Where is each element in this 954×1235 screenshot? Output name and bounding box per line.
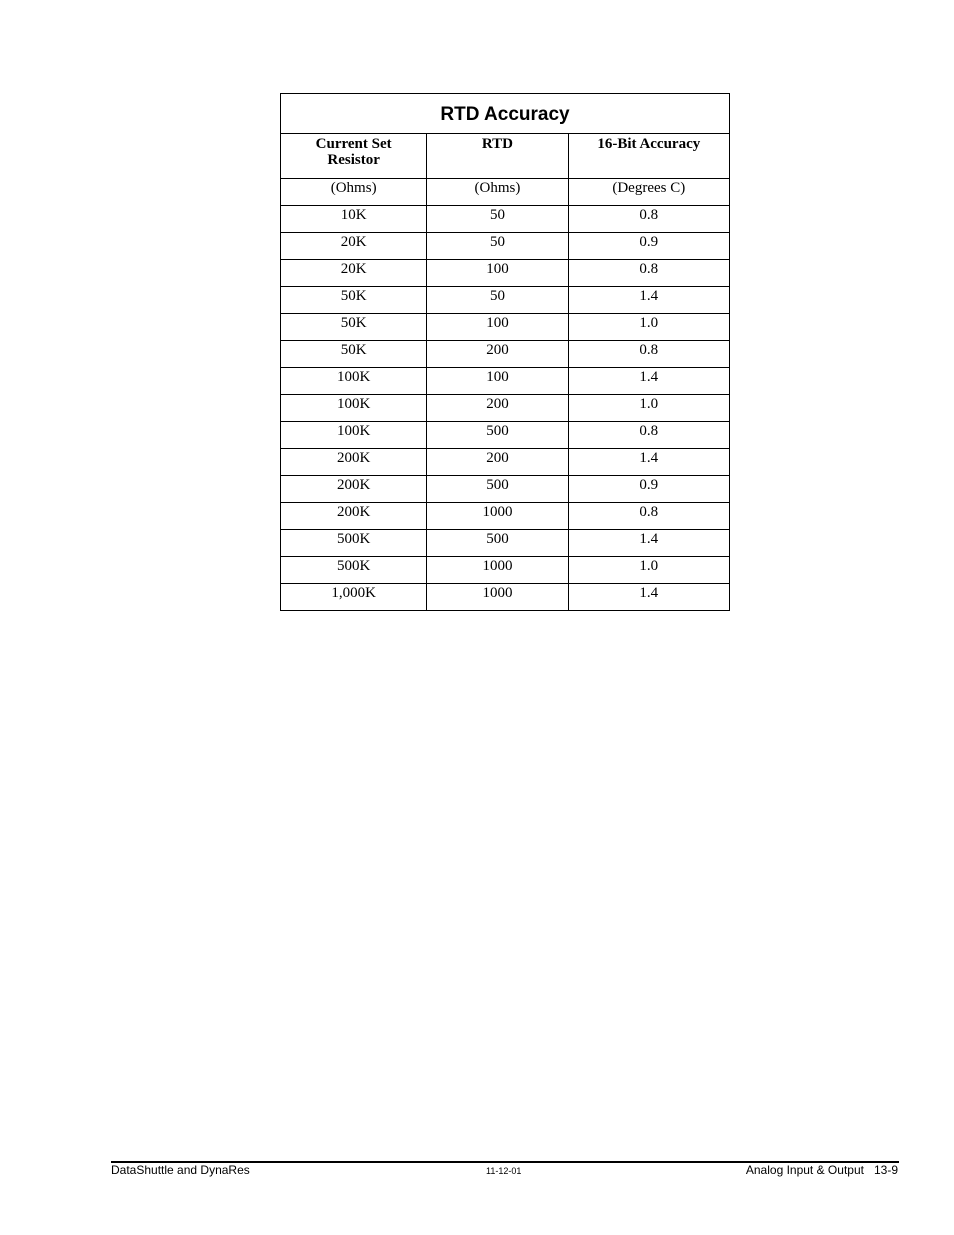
rtd-accuracy-table	[280, 93, 730, 611]
resistor-cell: 100K	[281, 368, 427, 395]
accuracy-cell: 0.8	[568, 503, 729, 530]
accuracy-cell: 1.4	[568, 584, 729, 611]
table-row	[281, 530, 730, 557]
table-row	[281, 314, 730, 341]
accuracy-cell: 1.4	[568, 368, 729, 395]
table-row	[281, 584, 730, 611]
page-number: 13-9	[873, 1163, 898, 1177]
column-header-label: Current Set Resistor	[315, 136, 392, 168]
resistor-cell: 50K	[281, 287, 427, 314]
resistor-cell: 200K	[281, 476, 427, 503]
resistor-cell: 100K	[281, 422, 427, 449]
accuracy-cell: 0.8	[568, 341, 729, 368]
accuracy-cell: 1.4	[568, 530, 729, 557]
accuracy-cell: 1.0	[568, 395, 729, 422]
table-row	[281, 476, 730, 503]
table-title: RTD Accuracy	[281, 94, 730, 134]
unit-cell: (Degrees C)	[568, 179, 729, 206]
rtd-cell: 500	[427, 476, 568, 503]
accuracy-cell: 1.4	[568, 449, 729, 476]
table-row	[281, 341, 730, 368]
resistor-cell: 200K	[281, 449, 427, 476]
rtd-cell: 1000	[427, 557, 568, 584]
footer-section-title: Analog Input & Output	[745, 1163, 864, 1177]
table-row	[281, 557, 730, 584]
column-header-current-set-resistor	[281, 134, 427, 179]
resistor-cell: 20K	[281, 233, 427, 260]
unit-cell: (Ohms)	[427, 179, 568, 206]
rtd-cell: 1000	[427, 503, 568, 530]
table-row	[281, 233, 730, 260]
resistor-cell: 10K	[281, 206, 427, 233]
rtd-cell: 50	[427, 287, 568, 314]
rtd-cell: 200	[427, 449, 568, 476]
resistor-cell: 500K	[281, 557, 427, 584]
table-row	[281, 503, 730, 530]
table-row	[281, 206, 730, 233]
table-row	[281, 368, 730, 395]
resistor-cell: 200K	[281, 503, 427, 530]
table-row	[281, 422, 730, 449]
accuracy-cell: 0.8	[568, 206, 729, 233]
table-row	[281, 287, 730, 314]
accuracy-cell: 1.0	[568, 314, 729, 341]
column-header-accuracy: 16-Bit Accuracy	[568, 134, 729, 179]
column-header-rtd: RTD	[427, 134, 568, 179]
accuracy-cell: 0.8	[568, 422, 729, 449]
resistor-cell: 100K	[281, 395, 427, 422]
rtd-cell: 50	[427, 206, 568, 233]
table-body	[281, 206, 730, 611]
rtd-cell: 100	[427, 368, 568, 395]
rtd-cell: 500	[427, 530, 568, 557]
table-row	[281, 395, 730, 422]
rtd-cell: 100	[427, 314, 568, 341]
accuracy-cell: 0.9	[568, 476, 729, 503]
footer-date: 11-12-01	[486, 1166, 522, 1176]
rtd-cell: 1000	[427, 584, 568, 611]
resistor-cell: 50K	[281, 341, 427, 368]
table-row	[281, 260, 730, 287]
accuracy-cell: 0.9	[568, 233, 729, 260]
resistor-cell: 500K	[281, 530, 427, 557]
rtd-cell: 100	[427, 260, 568, 287]
footer-document-title: DataShuttle and DynaRes	[111, 1163, 250, 1177]
table-row	[281, 449, 730, 476]
resistor-cell: 50K	[281, 314, 427, 341]
rtd-cell: 50	[427, 233, 568, 260]
accuracy-cell: 1.0	[568, 557, 729, 584]
accuracy-cell: 1.4	[568, 287, 729, 314]
resistor-cell: 20K	[281, 260, 427, 287]
rtd-cell: 200	[427, 341, 568, 368]
accuracy-cell: 0.8	[568, 260, 729, 287]
rtd-cell: 500	[427, 422, 568, 449]
footer-section	[746, 1163, 898, 1177]
unit-cell: (Ohms)	[281, 179, 427, 206]
rtd-cell: 200	[427, 395, 568, 422]
resistor-cell: 1,000K	[281, 584, 427, 611]
